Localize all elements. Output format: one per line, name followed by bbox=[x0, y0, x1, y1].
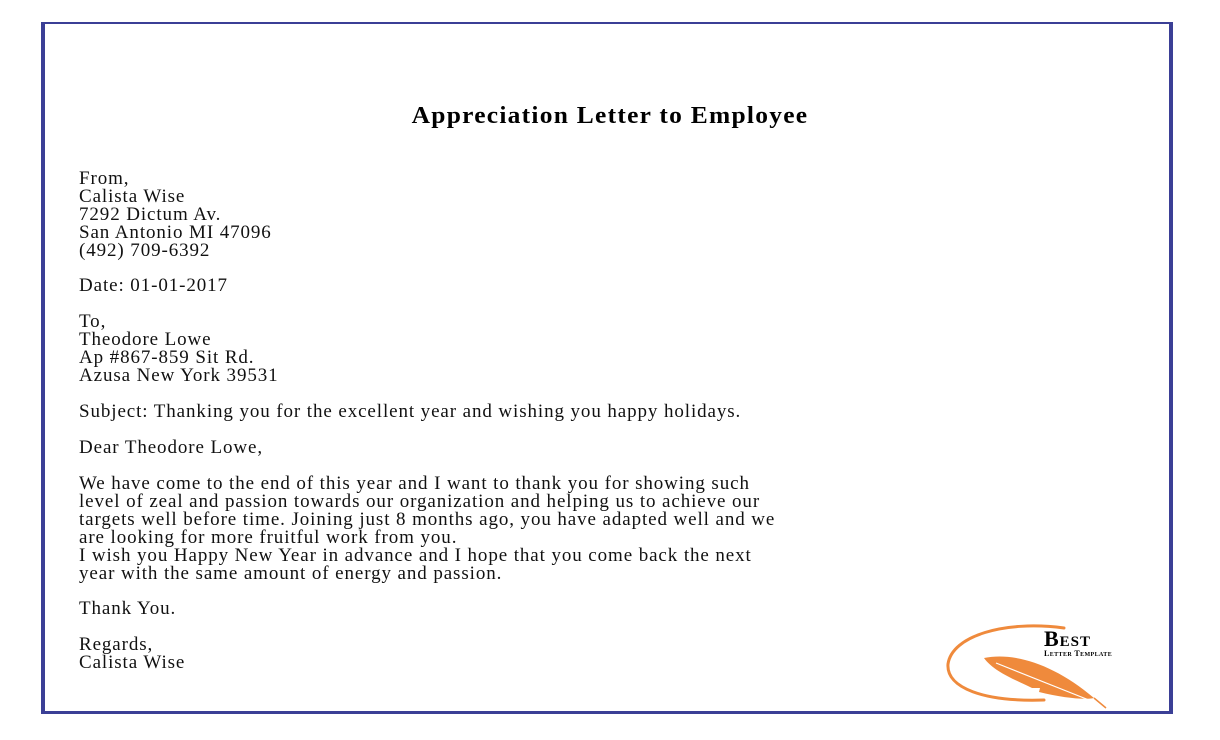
letter-regards: Regards, bbox=[79, 634, 154, 655]
body-line: level of zeal and passion towards our organization and helping us to achieve our bbox=[79, 491, 761, 512]
logo-subtitle: Letter Template bbox=[1044, 649, 1113, 658]
recipient-name: Theodore Lowe bbox=[79, 329, 212, 350]
logo-title: Best bbox=[1044, 626, 1092, 651]
document-title: Appreciation Letter to Employee bbox=[411, 103, 809, 129]
recipient-city: Azusa New York 39531 bbox=[79, 365, 279, 386]
sender-street: 7292 Dictum Av. bbox=[79, 204, 222, 225]
letter-date: Date: 01-01-2017 bbox=[79, 275, 228, 296]
body-line: We have come to the end of this year and I want to thank you for showing such bbox=[79, 473, 750, 494]
body-line: year with the same amount of energy and passion. bbox=[79, 563, 503, 584]
from-label: From, bbox=[79, 168, 130, 189]
letter-closing: Thank You. bbox=[79, 598, 177, 619]
body-line: I wish you Happy New Year in advance and I hope that you come back the next bbox=[79, 545, 752, 566]
sender-city: San Antonio MI 47096 bbox=[79, 222, 272, 243]
recipient-street: Ap #867-859 Sit Rd. bbox=[79, 347, 255, 368]
body-line: are looking for more fruitful work from you. bbox=[79, 527, 458, 548]
sender-phone: (492) 709-6392 bbox=[79, 240, 211, 261]
letter-salutation: Dear Theodore Lowe, bbox=[79, 437, 263, 458]
sender-name: Calista Wise bbox=[79, 186, 186, 207]
body-line: targets well before time. Joining just 8 months ago, you have adapted well and we bbox=[79, 509, 776, 530]
best-letter-template-logo bbox=[944, 618, 1166, 710]
letter-subject: Subject: Thanking you for the excellent year and wishing you happy holidays. bbox=[79, 401, 742, 422]
to-label: To, bbox=[79, 311, 107, 332]
letter-signature: Calista Wise bbox=[79, 652, 186, 673]
